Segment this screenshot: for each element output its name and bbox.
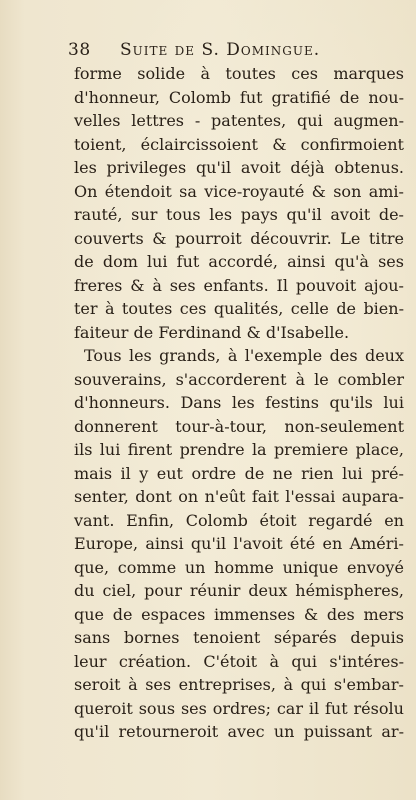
text-line: mais il y eut ordre de ne rien lui pré-: [74, 463, 404, 483]
text-line: forme solide à toutes ces marques: [74, 64, 404, 83]
text-body: [74, 62, 404, 744]
paragraph: [74, 344, 404, 744]
page-header: [68, 40, 398, 64]
text-line: queroit sous ses ordres; car il fut résolu: [74, 698, 404, 718]
text-line: souverains, s'accorderent à le combler: [74, 369, 404, 389]
text-line: Europe, ainsi qu'il l'avoit été en Améri-: [74, 534, 404, 553]
running-title: Suite de S. Domingue.: [120, 40, 321, 60]
paragraph: [74, 62, 404, 344]
text-line: toient, éclaircissoient & confirmoient: [74, 134, 404, 154]
text-line: velles lettres - patentes, qui augmen-: [74, 111, 404, 130]
text-line: leur création. C'étoit à qui s'intéres-: [74, 651, 404, 671]
text-line: vant. Enfin, Colomb étoit regardé en: [74, 510, 404, 530]
text-line: que, comme un homme unique envoyé: [74, 557, 404, 577]
text-line: les privileges qu'il avoit déjà obtenus.: [74, 158, 404, 177]
text-line: faiteur de Ferdinand & d'Isabelle.: [74, 322, 350, 342]
text-line: seroit à ses entreprises, à qui s'embar-: [74, 675, 404, 694]
text-line: que de espaces immenses & des mers: [74, 604, 404, 624]
text-line: ils lui firent prendre la premiere place,: [74, 440, 404, 459]
text-line: qu'il retourneroit avec un puissant ar-: [74, 722, 404, 741]
text-line: ter à toutes ces qualités, celle de bien-: [74, 299, 404, 318]
text-line: d'honneurs. Dans les festins qu'ils lui: [74, 393, 404, 412]
text-line: freres & à ses enfants. Il pouvoit ajou-: [74, 275, 404, 295]
text-line: de dom lui fut accordé, ainsi qu'à ses: [74, 252, 404, 271]
text-line: du ciel, pour réunir deux hémispheres,: [74, 581, 404, 600]
text-line: donnerent tour-à-tour, non-seulement: [74, 416, 404, 436]
text-line: rauté, sur tous les pays qu'il avoit de-: [74, 205, 404, 224]
page-number: 38: [68, 40, 91, 60]
text-line: couverts & pourroit découvrir. Le titre: [74, 228, 404, 248]
text-line: sans bornes tenoient séparés depuis: [74, 628, 404, 647]
text-line: d'honneur, Colomb fut gratifié de nou-: [74, 87, 404, 107]
text-line: senter, dont on n'eût fait l'essai aupara-: [74, 487, 404, 506]
text-line: Tous les grands, à l'exemple des deux: [84, 346, 404, 365]
text-line: On étendoit sa vice-royauté & son ami-: [74, 181, 404, 201]
